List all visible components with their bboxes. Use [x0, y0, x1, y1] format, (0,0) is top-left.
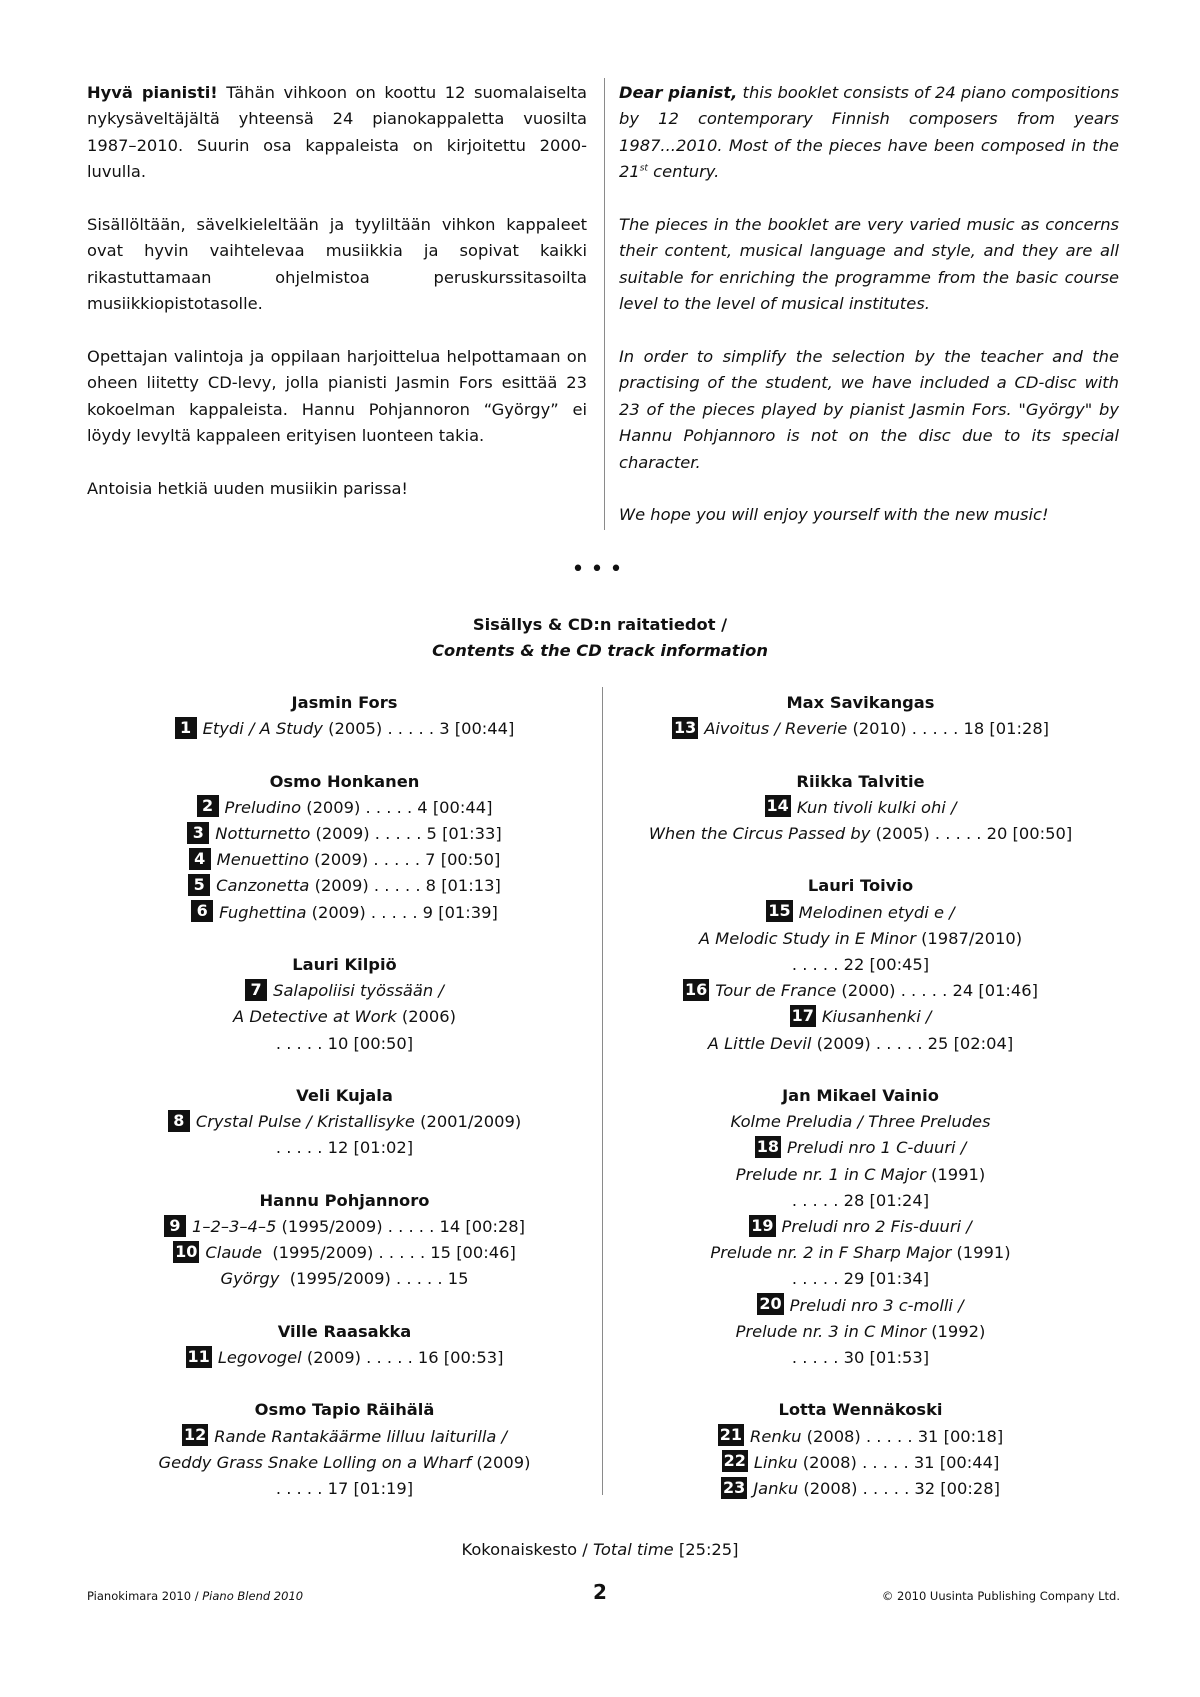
piece-title: A Melodic Study in E Minor	[698, 928, 916, 948]
intro-fi-greeting: Hyvä pianisti!	[87, 83, 218, 102]
track-line	[87, 1240, 602, 1266]
composer-name: Jan Mikael Vainio	[782, 1086, 939, 1105]
track-line	[87, 716, 602, 742]
piece-title: Prelude nr. 3 in C Minor	[735, 1321, 927, 1341]
track-line	[603, 1162, 1118, 1188]
ordinal-suffix: st	[639, 163, 648, 174]
intro-fi-text: Tähän vihkoon on koottu 12 suomalaiselta nykysäveltäjältä yhteensä 24 pianokappaletta vuosilta 1987–2010. Suurin osa kappaleista on kirjoitettu 2000-luvulla.	[87, 83, 587, 182]
toc-left-column	[87, 690, 602, 1528]
track-number-badge: 10	[175, 1241, 198, 1261]
toc-heading-en: Contents & the CD track information	[432, 641, 768, 660]
track-number-badge: 13	[673, 717, 697, 737]
piece-details: (2010) . . . . . 18 [01:28]	[847, 719, 1050, 739]
piece-details: (2009) . . . . . 9 [01:39]	[306, 902, 498, 922]
track-line	[87, 821, 602, 847]
track-line	[603, 1476, 1118, 1502]
track-number-badge: 6	[191, 900, 213, 922]
composer-block	[87, 769, 602, 926]
piece-title: Salapoliisi työssään /	[273, 981, 444, 1001]
piece-details: . . . . . 17 [01:19]	[275, 1479, 414, 1498]
track-line	[603, 1188, 1118, 1214]
piece-title: Melodinen etydi e /	[798, 902, 955, 922]
intro-fi-paragraph-2: Sisällöltään, sävelkieleltään ja tyyliltään vihkon kappaleet ovat hyvin vaihtelevaa musiikkia ja sopivat kaikki rikastuttamaan ohjelmistoa peruskurssitasoilta musiikkiopistotasolle.	[87, 215, 587, 314]
composer-block	[603, 690, 1118, 742]
toc-heading	[0, 612, 1200, 664]
piece-title: Aivoitus / Reverie	[704, 719, 848, 739]
track-line	[603, 900, 1118, 926]
track-number-badge: 16	[685, 979, 708, 999]
piece-title: Preludi nro 1 C-duuri /	[787, 1138, 967, 1158]
track-number-badge: 20	[759, 1294, 782, 1314]
piece-title: Janku	[753, 1479, 799, 1499]
composer-block	[87, 1397, 602, 1502]
piece-title: Preludi nro 3 c-molli /	[789, 1295, 964, 1315]
piece-details: . . . . . 12 [01:02]	[275, 1138, 414, 1158]
track-line	[87, 1214, 602, 1240]
composer-name: Riikka Talvitie	[796, 771, 925, 791]
composer-block	[603, 1397, 1118, 1502]
track-number-badge: 4	[189, 848, 211, 870]
composer-block	[87, 1319, 602, 1371]
piece-details: (1992)	[926, 1321, 986, 1341]
track-line	[603, 795, 1118, 821]
track-number-badge: 7	[245, 979, 267, 1001]
composer-block	[87, 952, 602, 1057]
track-number-badge: 12	[183, 1425, 207, 1445]
piece-title: Kun tivoli kulki ohi /	[796, 797, 957, 817]
track-number-badge: 8	[168, 1110, 190, 1132]
piece-details: (2006)	[396, 1007, 456, 1027]
piece-details: (2009) . . . . . 5 [01:33]	[310, 824, 502, 843]
composer-name: Lauri Kilpiö	[292, 955, 397, 974]
piece-details: . . . . . 28 [01:24]	[791, 1190, 930, 1210]
piece-title: Tour de France	[715, 981, 837, 1001]
track-number-badge: 3	[187, 822, 209, 844]
composer-block	[603, 769, 1118, 848]
piece-details: (2009) . . . . . 4 [00:44]	[301, 797, 493, 817]
track-number-badge: 15	[768, 901, 791, 921]
intro-en-paragraph-3: In order to simplify the selection by the teacher and the practising of the student, we have included a CD-disc with 23 of the pieces played by pianist Jasmin Fors. "György" by Hannu Pohjannoro is not on the disc due to its special character.	[619, 347, 1119, 472]
track-line	[87, 1450, 602, 1476]
footer-title-fi: Pianokimara 2010 /	[87, 1589, 203, 1603]
piece-details: (2008) . . . . . 31 [00:18]	[801, 1426, 1004, 1446]
intro-fi-paragraph-3: Opettajan valintoja ja oppilaan harjoittelua helpottamaan on oheen liitetty CD-levy, jolla pianisti Jasmin Fors esittää 23 kokoelman kappaleista. Hannu Pohjannoron “György” ei löydy levyltä kappaleen erityisen luonteen takia.	[87, 347, 587, 446]
composer-name: Ville Raasakka	[277, 1321, 412, 1341]
track-line	[603, 978, 1118, 1004]
track-line	[603, 1240, 1118, 1266]
track-line	[87, 1031, 602, 1057]
piece-details: (1995/2009) . . . . . 15 [00:46]	[261, 1243, 516, 1263]
intro-en-text-end: century.	[647, 162, 720, 182]
track-number-badge: 1	[175, 717, 197, 739]
piece-details: (2005) . . . . . 3 [00:44]	[322, 719, 515, 739]
piece-details: (1991)	[925, 1164, 986, 1184]
track-line	[87, 1266, 602, 1292]
total-time-value: [25:25]	[673, 1540, 739, 1559]
track-line	[87, 1004, 602, 1030]
section-separator: •••	[571, 557, 629, 582]
toc-heading-fi: Sisällys & CD:n raitatiedot /	[472, 615, 728, 634]
composer-name: Jasmin Fors	[291, 693, 398, 712]
track-line	[603, 716, 1118, 742]
track-line	[87, 1345, 602, 1371]
track-number-badge: 14	[766, 796, 789, 816]
track-line	[603, 1214, 1118, 1240]
piece-details: (2009) . . . . . 16 [00:53]	[301, 1348, 504, 1367]
track-number-badge: 21	[719, 1425, 743, 1445]
piece-title: Renku	[750, 1426, 802, 1446]
track-number-badge: 22	[723, 1451, 746, 1471]
intro-en-paragraph-2: The pieces in the booklet are very varied music as concerns their content, musical language and style, and they are all suitable for enriching the programme from the basic course level to the level of musical institutes.	[619, 215, 1119, 314]
track-line	[87, 900, 602, 926]
piece-details: (1995/2009) . . . . . 15	[279, 1269, 469, 1289]
piece-title: Prelude nr. 1 in C Major	[735, 1164, 926, 1184]
composer-block	[603, 1083, 1118, 1371]
composer-name: Hannu Pohjannoro	[259, 1190, 430, 1210]
intro-en-paragraph-1	[619, 80, 1119, 186]
composer-block	[87, 1188, 602, 1293]
track-number-badge: 2	[197, 795, 219, 817]
piece-title: Preludi nro 2 Fis-duuri /	[781, 1217, 972, 1237]
track-line	[603, 1424, 1118, 1450]
track-line	[603, 1109, 1118, 1135]
piece-details: (1987/2010)	[915, 928, 1023, 948]
piece-details: (1995/2009) . . . . . 14 [00:28]	[276, 1217, 526, 1236]
composer-block	[603, 873, 1118, 1056]
track-number-badge: 5	[188, 874, 210, 896]
track-number-badge: 17	[791, 1005, 814, 1025]
intro-fi-paragraph-4: Antoisia hetkiä uuden musiikin parissa!	[87, 479, 408, 499]
piece-title: Linku	[753, 1452, 798, 1472]
page-number: 2	[593, 1580, 607, 1604]
piece-title: Preludino	[224, 797, 302, 817]
piece-details: (2008) . . . . . 31 [00:44]	[797, 1452, 1000, 1472]
composer-name: Osmo Honkanen	[269, 771, 420, 791]
piece-title: When the Circus Passed by	[648, 824, 871, 843]
piece-title: A Detective at Work	[233, 1007, 397, 1027]
intro-en-greeting: Dear pianist,	[619, 83, 738, 102]
composer-block	[87, 1083, 602, 1162]
track-line	[87, 1135, 602, 1161]
piece-title: Geddy Grass Snake Lolling on a Wharf	[158, 1452, 472, 1472]
composer-name: Lotta Wennäkoski	[778, 1400, 943, 1420]
track-number-badge: 9	[164, 1215, 186, 1237]
intro-finnish	[87, 80, 604, 530]
footer-title-en: Piano Blend 2010	[202, 1589, 304, 1603]
footer-copyright: © 2010 Uusinta Publishing Company Ltd.	[881, 1589, 1120, 1603]
piece-details: (1991)	[951, 1243, 1011, 1263]
piece-title: Crystal Pulse / Kristallisyke	[195, 1112, 415, 1132]
track-line	[87, 978, 602, 1004]
track-line	[603, 1345, 1118, 1371]
table-of-contents	[87, 690, 1119, 1528]
piece-title: Claude	[205, 1243, 262, 1263]
piece-details: . . . . . 29 [01:34]	[791, 1269, 930, 1289]
piece-title: Canzonetta	[216, 876, 310, 896]
track-number-badge: 18	[756, 1136, 780, 1156]
track-line	[603, 952, 1118, 978]
track-line	[87, 873, 602, 899]
piece-details: . . . . . 30 [01:53]	[791, 1348, 930, 1368]
track-line	[603, 1031, 1118, 1057]
intro-section	[87, 80, 1119, 530]
toc-right-column	[603, 690, 1118, 1528]
piece-details: . . . . . 22 [00:45]	[791, 955, 930, 974]
piece-details: (2001/2009)	[414, 1112, 522, 1132]
intro-en-text: this booklet consists of 24 piano compositions by 12 contemporary Finnish composers from years 1987...2010. Most of the pieces have been composed in the 21	[619, 83, 1120, 182]
track-number-badge: 23	[723, 1477, 746, 1497]
total-time-label-en: Total time	[592, 1540, 674, 1559]
track-line	[87, 1424, 602, 1450]
piece-details: (2009) . . . . . 8 [01:13]	[309, 876, 501, 896]
track-line	[603, 1135, 1118, 1161]
track-line	[603, 1319, 1118, 1345]
piece-details: . . . . . 10 [00:50]	[275, 1033, 414, 1053]
piece-details: (2009)	[471, 1452, 531, 1472]
track-line	[603, 1450, 1118, 1476]
track-number-badge: 11	[187, 1346, 210, 1366]
intro-en-paragraph-4: We hope you will enjoy yourself with the new music!	[619, 505, 1049, 525]
piece-title: Notturnetto	[215, 824, 311, 843]
piece-details: (2009) . . . . . 7 [00:50]	[308, 850, 501, 870]
piece-title: Rande Rantakäärme lilluu laiturilla /	[214, 1426, 508, 1446]
track-number-badge: 19	[751, 1215, 774, 1235]
piece-title: Legovogel	[217, 1348, 302, 1367]
piece-details: (2008) . . . . . 32 [00:28]	[798, 1479, 1000, 1499]
track-line	[603, 1004, 1118, 1030]
piece-title: Prelude nr. 2 in F Sharp Major	[710, 1243, 952, 1263]
piece-title: Kiusanhenki /	[821, 1007, 932, 1027]
piece-title: Etydi / A Study	[202, 719, 323, 739]
composer-name: Max Savikangas	[786, 693, 935, 712]
track-line	[87, 1109, 602, 1135]
total-time-label-fi: Kokonaiskesto /	[461, 1540, 593, 1559]
piece-title: 1–2–3–4–5	[191, 1217, 277, 1236]
piece-title: Fughettina	[219, 902, 307, 922]
track-line	[603, 1266, 1118, 1292]
piece-title: György	[220, 1269, 280, 1289]
piece-details: (2000) . . . . . 24 [01:46]	[836, 981, 1038, 1001]
composer-name: Veli Kujala	[296, 1086, 393, 1105]
composer-name: Lauri Toivio	[807, 876, 914, 896]
composer-name: Osmo Tapio Räihälä	[254, 1400, 435, 1420]
track-line	[87, 1476, 602, 1502]
intro-fi-paragraph-1	[87, 80, 587, 186]
piece-title: Kolme Preludia / Three Preludes	[730, 1112, 991, 1132]
piece-title: A Little Devil	[707, 1033, 812, 1053]
piece-details: (2005) . . . . . 20 [00:50]	[870, 824, 1073, 843]
piece-details: (2009) . . . . . 25 [02:04]	[811, 1033, 1014, 1053]
piece-title: Menuettino	[216, 850, 309, 870]
total-time	[0, 1537, 1200, 1563]
track-line	[87, 847, 602, 873]
track-line	[603, 821, 1118, 847]
intro-english	[605, 80, 1119, 530]
track-line	[87, 795, 602, 821]
track-line	[603, 1293, 1118, 1319]
composer-block	[87, 690, 602, 742]
track-line	[603, 926, 1118, 952]
